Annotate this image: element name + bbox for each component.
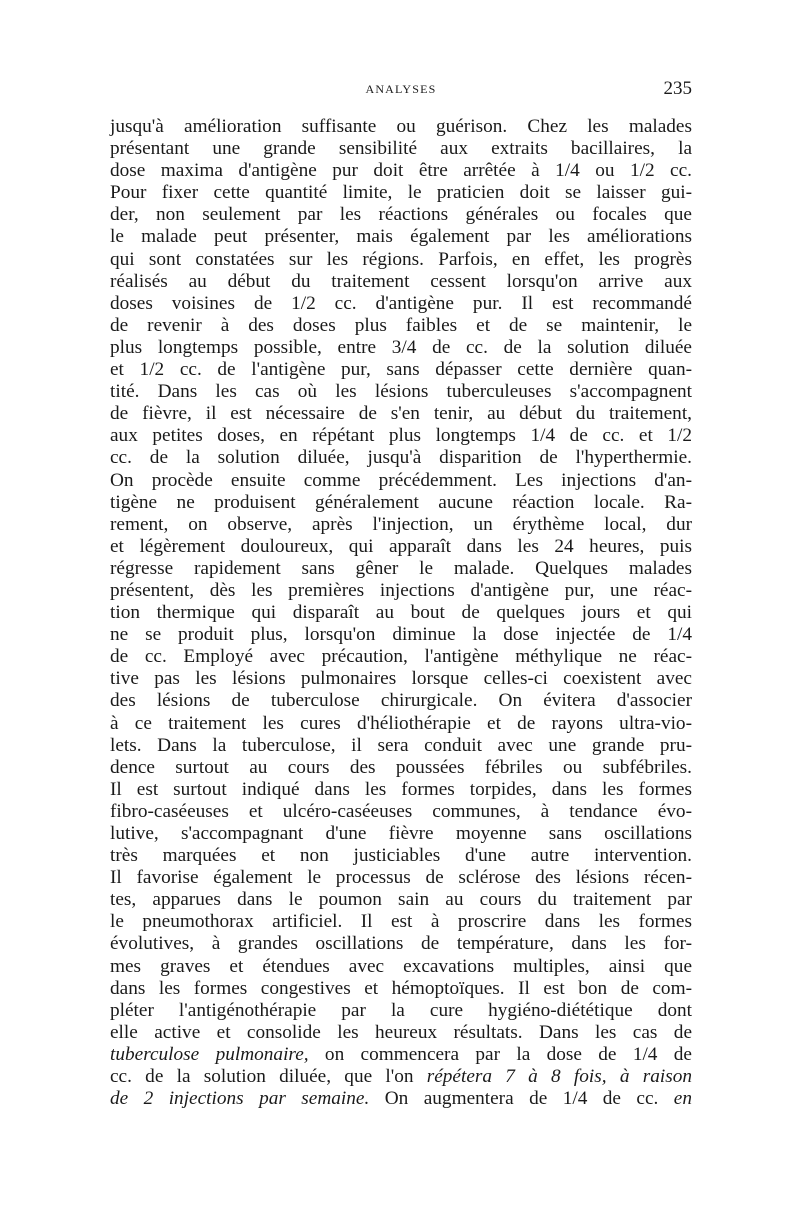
text-segment: Il est surtout indiqué dans les formes torpides, dans les formes bbox=[110, 778, 692, 800]
text-segment: qui sont constatées sur les régions. Parfois, en effet, les progrès bbox=[110, 248, 692, 270]
text-line bbox=[110, 514, 692, 536]
text-segment: le malade peut présenter, mais également par les améliorations bbox=[110, 226, 692, 248]
text-line bbox=[110, 182, 692, 204]
text-segment: ne se produit plus, lorsqu'on diminue la dose injectée de 1/4 bbox=[110, 624, 692, 646]
text-segment: évolutives, à grandes oscillations de température, dans les for- bbox=[110, 933, 692, 955]
text-segment: et légèrement douloureux, qui apparaît dans les 24 heures, puis bbox=[110, 535, 692, 557]
text-segment: mes graves et étendues avec excavations multiples, ainsi que bbox=[110, 955, 692, 977]
text-line bbox=[110, 447, 692, 469]
text-line bbox=[110, 801, 692, 823]
text-line bbox=[110, 1088, 692, 1110]
text-segment: on commencera par la dose de 1/4 de bbox=[308, 1043, 692, 1065]
text-segment: jusqu'à amélioration suffisante ou guérison. Chez les malades bbox=[110, 116, 692, 137]
text-line bbox=[110, 845, 692, 867]
text-line bbox=[110, 271, 692, 293]
italic-text-segment: répétera 7 à 8 fois, à raison bbox=[426, 1066, 692, 1088]
text-line bbox=[110, 889, 692, 911]
running-title: ANALYSES bbox=[365, 82, 437, 96]
text-line bbox=[110, 1066, 692, 1088]
page-number: 235 bbox=[663, 78, 692, 99]
text-line bbox=[110, 933, 692, 955]
text-line bbox=[110, 1044, 692, 1066]
text-line bbox=[110, 160, 692, 182]
text-line bbox=[110, 911, 692, 933]
text-line bbox=[110, 470, 692, 492]
text-segment: tes, apparues dans le poumon sain au cours du traitement par bbox=[110, 889, 692, 911]
text-segment: elle active et consolide les heureux résultats. Dans les cas de bbox=[110, 1021, 692, 1043]
text-line bbox=[110, 757, 692, 779]
italic-text-segment: de 2 injections par semaine. bbox=[110, 1088, 370, 1110]
text-segment: On procède ensuite comme précédemment. Les injections d'an- bbox=[110, 469, 692, 491]
text-line bbox=[110, 602, 692, 624]
text-line bbox=[110, 823, 692, 845]
text-line bbox=[110, 116, 692, 138]
text-segment: tion thermique qui disparaît au bout de quelques jours et qui bbox=[110, 602, 692, 624]
text-line bbox=[110, 646, 692, 668]
text-line bbox=[110, 425, 692, 447]
text-line bbox=[110, 337, 692, 359]
text-line bbox=[110, 779, 692, 801]
text-line bbox=[110, 315, 692, 337]
text-line bbox=[110, 536, 692, 558]
text-line bbox=[110, 867, 692, 889]
text-segment: réalisés au début du traitement cessent lorsqu'on arrive aux bbox=[110, 270, 692, 292]
text-segment: tité. Dans les cas où les lésions tuberculeuses s'accompagnent bbox=[110, 381, 692, 403]
text-line bbox=[110, 492, 692, 514]
text-line bbox=[110, 293, 692, 315]
italic-text-segment: tuberculose pulmonaire, bbox=[110, 1043, 309, 1065]
text-segment: Pour fixer cette quantité limite, le praticien doit se laisser gui- bbox=[110, 182, 692, 204]
text-line bbox=[110, 580, 692, 602]
text-segment: cc. de la solution diluée, que l'on bbox=[110, 1066, 427, 1088]
text-line bbox=[110, 558, 692, 580]
text-line bbox=[110, 735, 692, 757]
text-line bbox=[110, 1000, 692, 1022]
text-segment: très marquées et non justiciables d'une autre intervention. bbox=[110, 845, 692, 867]
text-segment: et 1/2 cc. de l'antigène pur, sans dépasser cette dernière quan- bbox=[110, 359, 692, 381]
text-segment: des lésions de tuberculose chirurgicale. On évitera d'associer bbox=[110, 690, 692, 712]
text-line bbox=[110, 204, 692, 226]
text-segment: aux petites doses, en répétant plus longtemps 1/4 de cc. et 1/2 bbox=[110, 425, 692, 447]
text-line bbox=[110, 403, 692, 425]
italic-text-segment: en bbox=[673, 1088, 692, 1110]
text-line bbox=[110, 713, 692, 735]
text-segment: présentent, dès les premières injections d'antigène pur, une réac- bbox=[110, 579, 692, 601]
text-segment: plus longtemps possible, entre 3/4 de cc. de la solution diluée bbox=[110, 336, 692, 358]
text-line bbox=[110, 381, 692, 403]
text-segment: tigène ne produisent généralement aucune réaction locale. Ra- bbox=[110, 491, 692, 513]
text-line bbox=[110, 624, 692, 646]
text-segment: dans les formes congestives et hémoptoïques. Il est bon de com- bbox=[110, 977, 692, 999]
text-line bbox=[110, 1022, 692, 1044]
running-head bbox=[110, 78, 692, 104]
text-segment: de revenir à des doses plus faibles et de se maintenir, le bbox=[110, 314, 692, 336]
body-paragraph bbox=[110, 116, 692, 1110]
text-segment: der, non seulement par les réactions générales ou focales que bbox=[110, 204, 692, 226]
text-segment: dence surtout au cours des poussées fébriles ou subfébriles. bbox=[110, 756, 692, 778]
text-line bbox=[110, 226, 692, 248]
text-line bbox=[110, 138, 692, 160]
text-segment: dose maxima d'antigène pur doit être arrêtée à 1/4 ou 1/2 cc. bbox=[110, 160, 692, 182]
text-segment: fibro-caséeuses et ulcéro-caséeuses communes, à tendance évo- bbox=[110, 800, 692, 822]
text-segment: pléter l'antigénothérapie par la cure hygiéno-diététique dont bbox=[110, 999, 692, 1021]
text-line bbox=[110, 690, 692, 712]
text-segment: régresse rapidement sans gêner le malade. Quelques malades bbox=[110, 557, 692, 579]
text-segment: le pneumothorax artificiel. Il est à proscrire dans les formes bbox=[110, 911, 692, 933]
text-segment: doses voisines de 1/2 cc. d'antigène pur. Il est recommandé bbox=[110, 292, 692, 314]
text-segment: tive pas les lésions pulmonaires lorsque celles-ci coexistent avec bbox=[110, 668, 692, 690]
text-segment: de fièvre, il est nécessaire de s'en tenir, au début du traitement, bbox=[110, 403, 692, 425]
text-segment: Il favorise également le processus de sclérose des lésions récen- bbox=[110, 867, 692, 889]
text-segment: lutive, s'accompagnant d'une fièvre moyenne sans oscillations bbox=[110, 823, 692, 844]
text-line bbox=[110, 956, 692, 978]
text-segment: rement, on observe, après l'injection, un érythème local, dur bbox=[110, 513, 692, 535]
text-line bbox=[110, 359, 692, 381]
text-segment: cc. de la solution diluée, jusqu'à disparition de l'hyperthermie. bbox=[110, 447, 692, 469]
text-line bbox=[110, 978, 692, 1000]
text-segment: de cc. Employé avec précaution, l'antigène méthylique ne réac- bbox=[110, 646, 692, 668]
text-segment: lets. Dans la tuberculose, il sera conduit avec une grande pru- bbox=[110, 734, 692, 756]
text-segment: On augmentera de 1/4 de cc. bbox=[369, 1088, 674, 1110]
text-segment: à ce traitement les cures d'héliothérapie et de rayons ultra-vio- bbox=[110, 712, 692, 734]
text-segment: présentant une grande sensibilité aux extraits bacillaires, la bbox=[110, 138, 692, 160]
text-line bbox=[110, 668, 692, 690]
text-line bbox=[110, 249, 692, 271]
